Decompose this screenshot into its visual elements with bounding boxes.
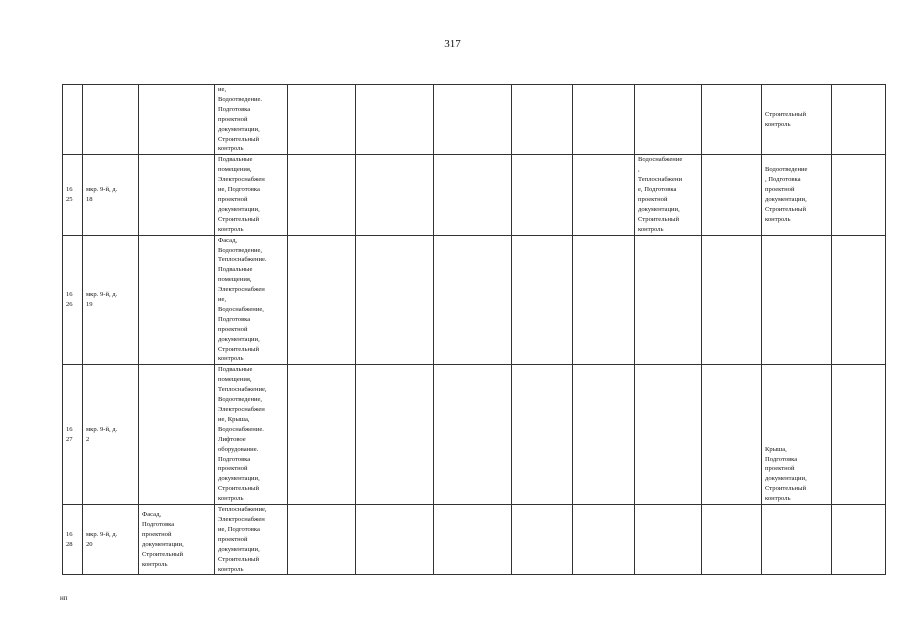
address-cell: мкр. 9-й, д. 19 [83,235,139,365]
address-cell: мкр. 9-й, д. 18 [83,155,139,235]
empty-cell [288,85,356,155]
footer-mark: нп [60,594,68,602]
empty-cell [573,155,635,235]
works-cell [635,365,702,505]
empty-cell [434,155,512,235]
works-cell [139,365,215,505]
works-cell: Водоотведение , Подготовка проектной документации, Строительный контроль [762,155,832,235]
table-row [63,85,886,155]
empty-cell [512,365,573,505]
empty-cell [702,85,762,155]
works-cell: ие, Водоотведение. Подготовка проектной документации, Строительный контроль [215,85,288,155]
works-cell: Теплоснабжение, Электроснабжен ие, Подготовка проектной документации, Строительный контроль [215,505,288,575]
empty-cell [288,365,356,505]
empty-cell [573,85,635,155]
works-cell: Фасад, Подготовка проектной документации, Строительный контроль [139,505,215,575]
empty-cell [702,365,762,505]
empty-cell [356,235,434,365]
works-cell [139,85,215,155]
empty-cell [832,365,886,505]
works-cell [635,505,702,575]
empty-cell [512,235,573,365]
works-cell [762,505,832,575]
empty-cell [356,505,434,575]
works-cell: Крыша, Подготовка проектной документации, Строительный контроль [762,365,832,505]
table-row [63,365,886,505]
empty-cell [512,505,573,575]
empty-cell [434,85,512,155]
empty-cell [702,155,762,235]
table-row [63,235,886,365]
empty-cell [702,505,762,575]
empty-cell [288,505,356,575]
empty-cell [832,505,886,575]
works-cell: Водоснабжение , Теплоснабжени е, Подготовка проектной документации, Строительный контроль [635,155,702,235]
row-number-cell: 16 27 [63,365,83,505]
empty-cell [356,365,434,505]
works-cell: Строительный контроль [762,85,832,155]
empty-cell [288,155,356,235]
row-number-cell: 16 28 [63,505,83,575]
empty-cell [434,505,512,575]
table-row [63,155,886,235]
works-cell [635,85,702,155]
works-cell: Подвальные помещения, Теплоснабжение, Водоотведение, Электроснабжен ие, Крыша, Водоснабжение. Лифтовое оборудование. Подготовка проектной документации, Строительный контроль [215,365,288,505]
works-cell [762,235,832,365]
empty-cell [832,85,886,155]
empty-cell [512,155,573,235]
table-row [63,505,886,575]
empty-cell [434,235,512,365]
works-cell [139,155,215,235]
address-cell: мкр. 9-й, д. 20 [83,505,139,575]
works-table [62,84,886,575]
address-cell: мкр. 9-й, д. 2 [83,365,139,505]
page-number: 317 [444,38,461,50]
empty-cell [356,155,434,235]
address-cell [83,85,139,155]
row-number-cell [63,85,83,155]
empty-cell [832,155,886,235]
empty-cell [573,235,635,365]
works-cell [635,235,702,365]
empty-cell [288,235,356,365]
empty-cell [573,505,635,575]
empty-cell [434,365,512,505]
works-cell: Подвальные помещения, Электроснабжен ие, Подготовка проектной документации, Строительный контроль [215,155,288,235]
empty-cell [702,235,762,365]
empty-cell [512,85,573,155]
works-cell [139,235,215,365]
row-number-cell: 16 26 [63,235,83,365]
empty-cell [573,365,635,505]
empty-cell [832,235,886,365]
empty-cell [356,85,434,155]
works-cell: Фасад, Водоотведение, Теплоснабжение. Подвальные помещения, Электроснабжен ие, Водоснабжение, Подготовка проектной документации, Строительный контроль [215,235,288,365]
row-number-cell: 16 25 [63,155,83,235]
